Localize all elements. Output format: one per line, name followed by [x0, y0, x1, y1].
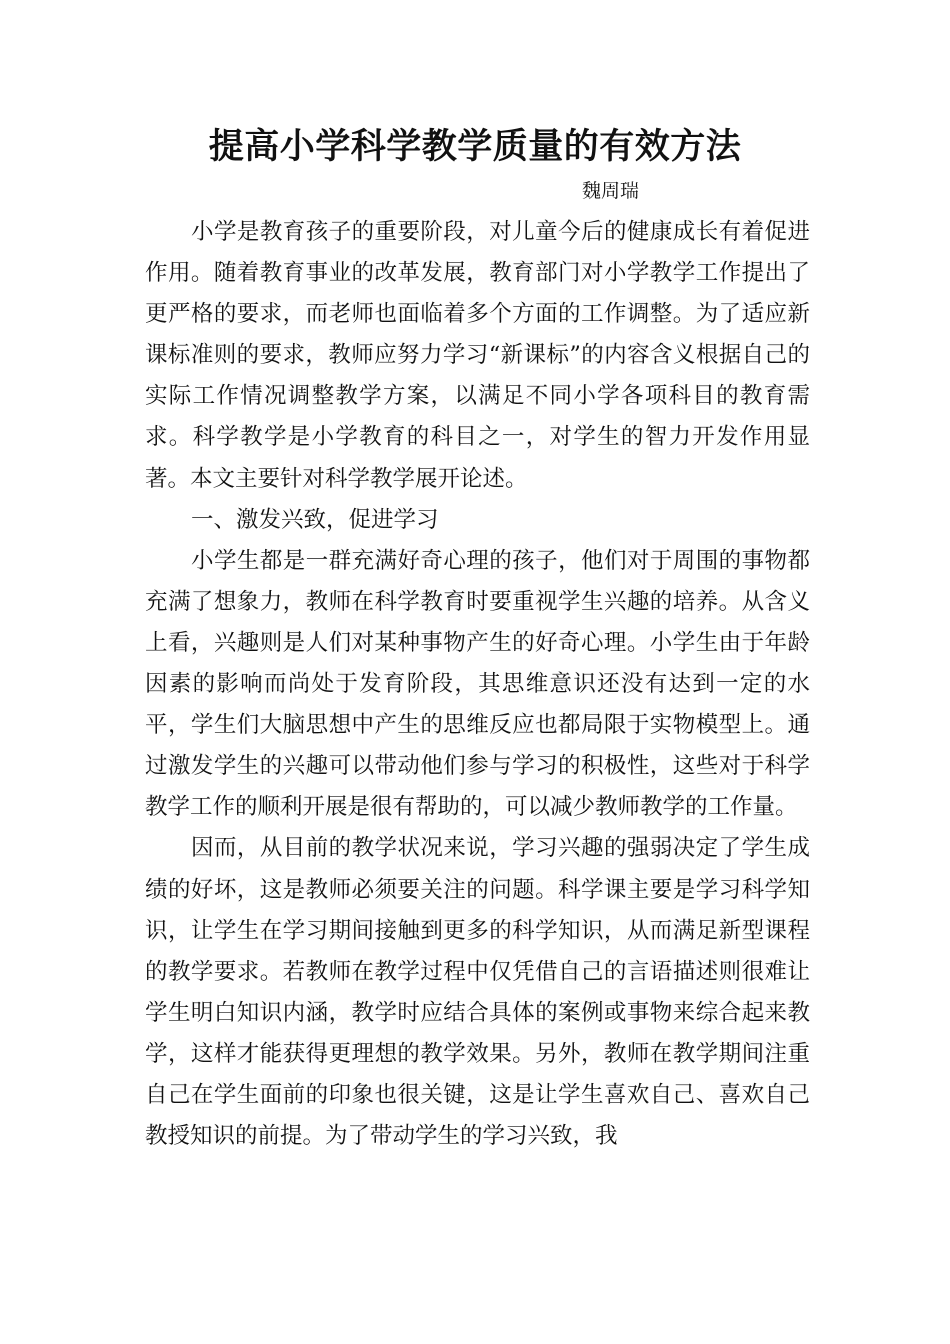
document-title: 提高小学科学教学质量的有效方法 — [208, 126, 742, 167]
author-name: 魏周瑞 — [582, 180, 640, 202]
paragraph: 因而，从目前的教学状况来说，学习兴趣的强弱决定了学生成绩的好坏，这是教师必须要关注的问题。科学课主要是学习科学知识，让学生在学习期间接触到更多的科学知识，从而满足新型课程的教学要求。若教师在教学过程中仅凭借自己的言语描述则很难让学生明白知识内涵，教学时应结合具体的案例或事物来综合起来教学，这样才能获得更理想的教学效果。另外，教师在教学期间注重自己在学生面前的印象也很关键，这是让学生喜欢自己、喜欢自己教授知识的前提。为了带动学生的学习兴致，我 — [145, 835, 810, 1150]
section-heading: 一、激发兴致，促进学习 — [191, 506, 439, 533]
paragraph: 小学生都是一群充满好奇心理的孩子，他们对于周围的事物都充满了想象力，教师在科学教育时要重视学生兴趣的培养。从含义上看，兴趣则是人们对某种事物产生的好奇心理。小学生由于年龄因素的影响而尚处于发育阶段，其思维意识还没有达到一定的水平，学生们大脑思想中产生的思维反应也都局限于实物模型上。通过激发学生的兴趣可以带动他们参与学习的积极性，这些对于科学教学工作的顺利开展是很有帮助的，可以减少教师教学的工作量。 — [145, 547, 810, 821]
paragraph-intro: 小学是教育孩子的重要阶段，对儿童今后的健康成长有着促进作用。随着教育事业的改革发展，教育部门对小学教学工作提出了更严格的要求，而老师也面临着多个方面的工作调整。为了适应新课标准则的要求，教师应努力学习“新课标”的内容含义根据自己的实际工作情况调整教学方案，以满足不同小学各项科目的教育需求。科学教学是小学教育的科目之一，对学生的智力开发作用显著。本文主要针对科学教学展开论述。 — [145, 219, 810, 492]
document-body — [145, 212, 810, 1157]
